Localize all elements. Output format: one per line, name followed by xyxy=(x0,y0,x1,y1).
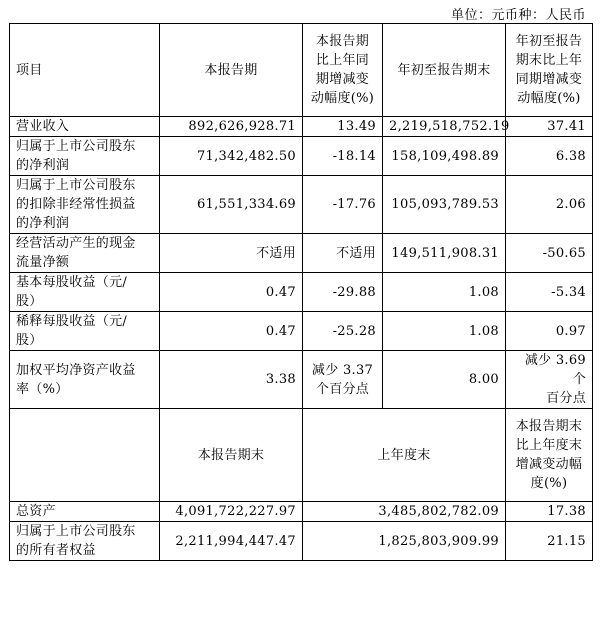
change-value: 17.38 xyxy=(506,502,593,522)
col-header-empty xyxy=(10,409,160,502)
ytd-value: 158,109,498.89 xyxy=(383,137,506,176)
current-change-value xyxy=(303,176,383,234)
row-label-line: 流量净额 xyxy=(16,255,70,270)
col-header-current-change xyxy=(303,24,383,117)
ytd-change-value-line: -50.65 xyxy=(542,245,586,261)
col-header-ytd-change xyxy=(506,24,593,117)
table-row xyxy=(10,312,593,351)
col-header-ytd-change-line: 年初至报告 xyxy=(515,34,583,49)
row-label-line: 基本每股收益（元/ xyxy=(16,275,128,290)
financial-data-table xyxy=(9,23,593,561)
row-label-line: 加权平均净资产收益 xyxy=(16,362,136,378)
current-change-value xyxy=(303,273,383,312)
col-header-ytd-change-line: 期末比上年 xyxy=(515,53,583,68)
unit-currency-note: 单位：元币种：人民币 xyxy=(450,8,586,23)
ytd-value: 2,219,518,752.19 xyxy=(383,117,506,137)
row-label-line: 稀释每股收益（元/ xyxy=(16,314,128,329)
col-header-change xyxy=(506,409,593,502)
row-label-line: 归属于上市公司股东 xyxy=(16,178,136,193)
current-period-value: 61,551,334.69 xyxy=(160,176,303,234)
current-change-value-line: 个百分点 xyxy=(315,381,370,397)
row-label xyxy=(10,522,160,561)
row-label-line: 的净利润 xyxy=(16,216,70,231)
col-header-change-line: 比上年度末 xyxy=(515,438,583,453)
col-header-current-change-line: 动幅度(%) xyxy=(310,91,375,106)
table-row xyxy=(10,502,593,522)
row-label xyxy=(10,273,160,312)
ytd-change-value-line: 2.06 xyxy=(555,197,586,212)
prior-year-end-value: 1,825,803,909.99 xyxy=(303,522,506,561)
table-row xyxy=(10,137,593,176)
ytd-change-value-line: 0.97 xyxy=(555,323,586,339)
prior-year-end-value: 3,485,802,782.09 xyxy=(303,502,506,522)
current-change-value-line: -18.14 xyxy=(332,148,376,164)
period-end-value: 2,211,994,447.47 xyxy=(160,522,303,561)
table-row xyxy=(10,234,593,273)
col-header-change-line: 本报告期末 xyxy=(515,419,583,434)
table-row xyxy=(10,273,593,312)
current-period-value: 0.47 xyxy=(160,312,303,351)
current-change-value xyxy=(303,137,383,176)
current-change-value-line: 不适用 xyxy=(336,245,376,261)
row-label xyxy=(10,117,160,137)
current-change-value-line: 13.49 xyxy=(337,119,376,134)
row-label xyxy=(10,502,160,522)
row-label-line: 率（%） xyxy=(16,381,69,397)
ytd-change-value-line: 百分点 xyxy=(546,391,586,406)
row-label-line: 的所有者权益 xyxy=(16,543,96,558)
period-end-value: 4,091,722,227.97 xyxy=(160,502,303,522)
current-change-value xyxy=(303,234,383,273)
row-label xyxy=(10,312,160,351)
col-header-current-change-line: 期增减变 xyxy=(315,72,370,87)
current-change-value-line: -17.76 xyxy=(332,197,376,212)
ytd-change-value xyxy=(506,117,593,137)
row-label-line: 经营活动产生的现金 xyxy=(16,236,136,251)
col-header-change-line: 度(%) xyxy=(530,476,568,491)
current-period-value: 不适用 xyxy=(160,234,303,273)
ytd-change-value-line: 37.41 xyxy=(547,119,586,134)
ytd-change-value xyxy=(506,273,593,312)
ytd-change-value-line: -5.34 xyxy=(551,284,586,300)
change-value: 21.15 xyxy=(506,522,593,561)
ytd-value: 1.08 xyxy=(383,312,506,351)
table-header-row-2 xyxy=(10,409,593,502)
col-header-ytd: 年初至报告期末 xyxy=(383,24,506,117)
ytd-change-value xyxy=(506,137,593,176)
ytd-change-value xyxy=(506,234,593,273)
table-row xyxy=(10,176,593,234)
table-row xyxy=(10,522,593,561)
current-change-value xyxy=(303,351,383,409)
current-change-value-line: -29.88 xyxy=(332,284,376,300)
current-period-value: 0.47 xyxy=(160,273,303,312)
row-label-line: 的净利润 xyxy=(16,158,70,173)
col-header-ytd-change-line: 动幅度(%) xyxy=(517,91,581,106)
ytd-change-value xyxy=(506,312,593,351)
ytd-value: 8.00 xyxy=(383,351,506,409)
row-label xyxy=(10,176,160,234)
row-label-line: 归属于上市公司股东 xyxy=(16,139,136,154)
row-label-line: 股） xyxy=(16,294,43,309)
current-change-value-line: 减少 3.37 xyxy=(311,362,374,378)
row-label-line: 归属于上市公司股东 xyxy=(16,524,136,539)
table-row xyxy=(10,351,593,409)
current-change-value-line: -25.28 xyxy=(332,323,376,339)
current-period-value: 71,342,482.50 xyxy=(160,137,303,176)
row-label xyxy=(10,137,160,176)
row-label xyxy=(10,351,160,409)
col-header-period-end: 本报告期末 xyxy=(160,409,303,502)
ytd-value: 149,511,908.31 xyxy=(383,234,506,273)
current-period-value: 3.38 xyxy=(160,351,303,409)
col-header-current-change-line: 比上年同 xyxy=(315,53,370,68)
current-period-value: 892,626,928.71 xyxy=(160,117,303,137)
row-label-line: 股） xyxy=(16,333,43,348)
col-header-ytd-change-line: 同期增减变 xyxy=(515,72,583,87)
table-row xyxy=(10,117,593,137)
current-change-value xyxy=(303,117,383,137)
ytd-change-value-line: 6.38 xyxy=(555,148,586,164)
col-header-item: 项目 xyxy=(10,24,160,117)
row-label-line: 营业收入 xyxy=(16,119,70,134)
ytd-change-value-line: 减少 3.69 个 xyxy=(524,353,586,387)
row-label-line: 总资产 xyxy=(16,504,56,519)
ytd-change-value xyxy=(506,351,593,409)
col-header-change-line: 增减变动幅 xyxy=(515,457,583,472)
table-header-row xyxy=(10,24,593,117)
row-label xyxy=(10,234,160,273)
ytd-value: 1.08 xyxy=(383,273,506,312)
ytd-value: 105,093,789.53 xyxy=(383,176,506,234)
row-label-line: 的扣除非经常性损益 xyxy=(16,197,136,212)
current-change-value xyxy=(303,312,383,351)
col-header-prior-year-end: 上年度末 xyxy=(303,409,506,502)
ytd-change-value xyxy=(506,176,593,234)
col-header-current-period: 本报告期 xyxy=(160,24,303,117)
col-header-current-change-line: 本报告期 xyxy=(315,34,370,49)
